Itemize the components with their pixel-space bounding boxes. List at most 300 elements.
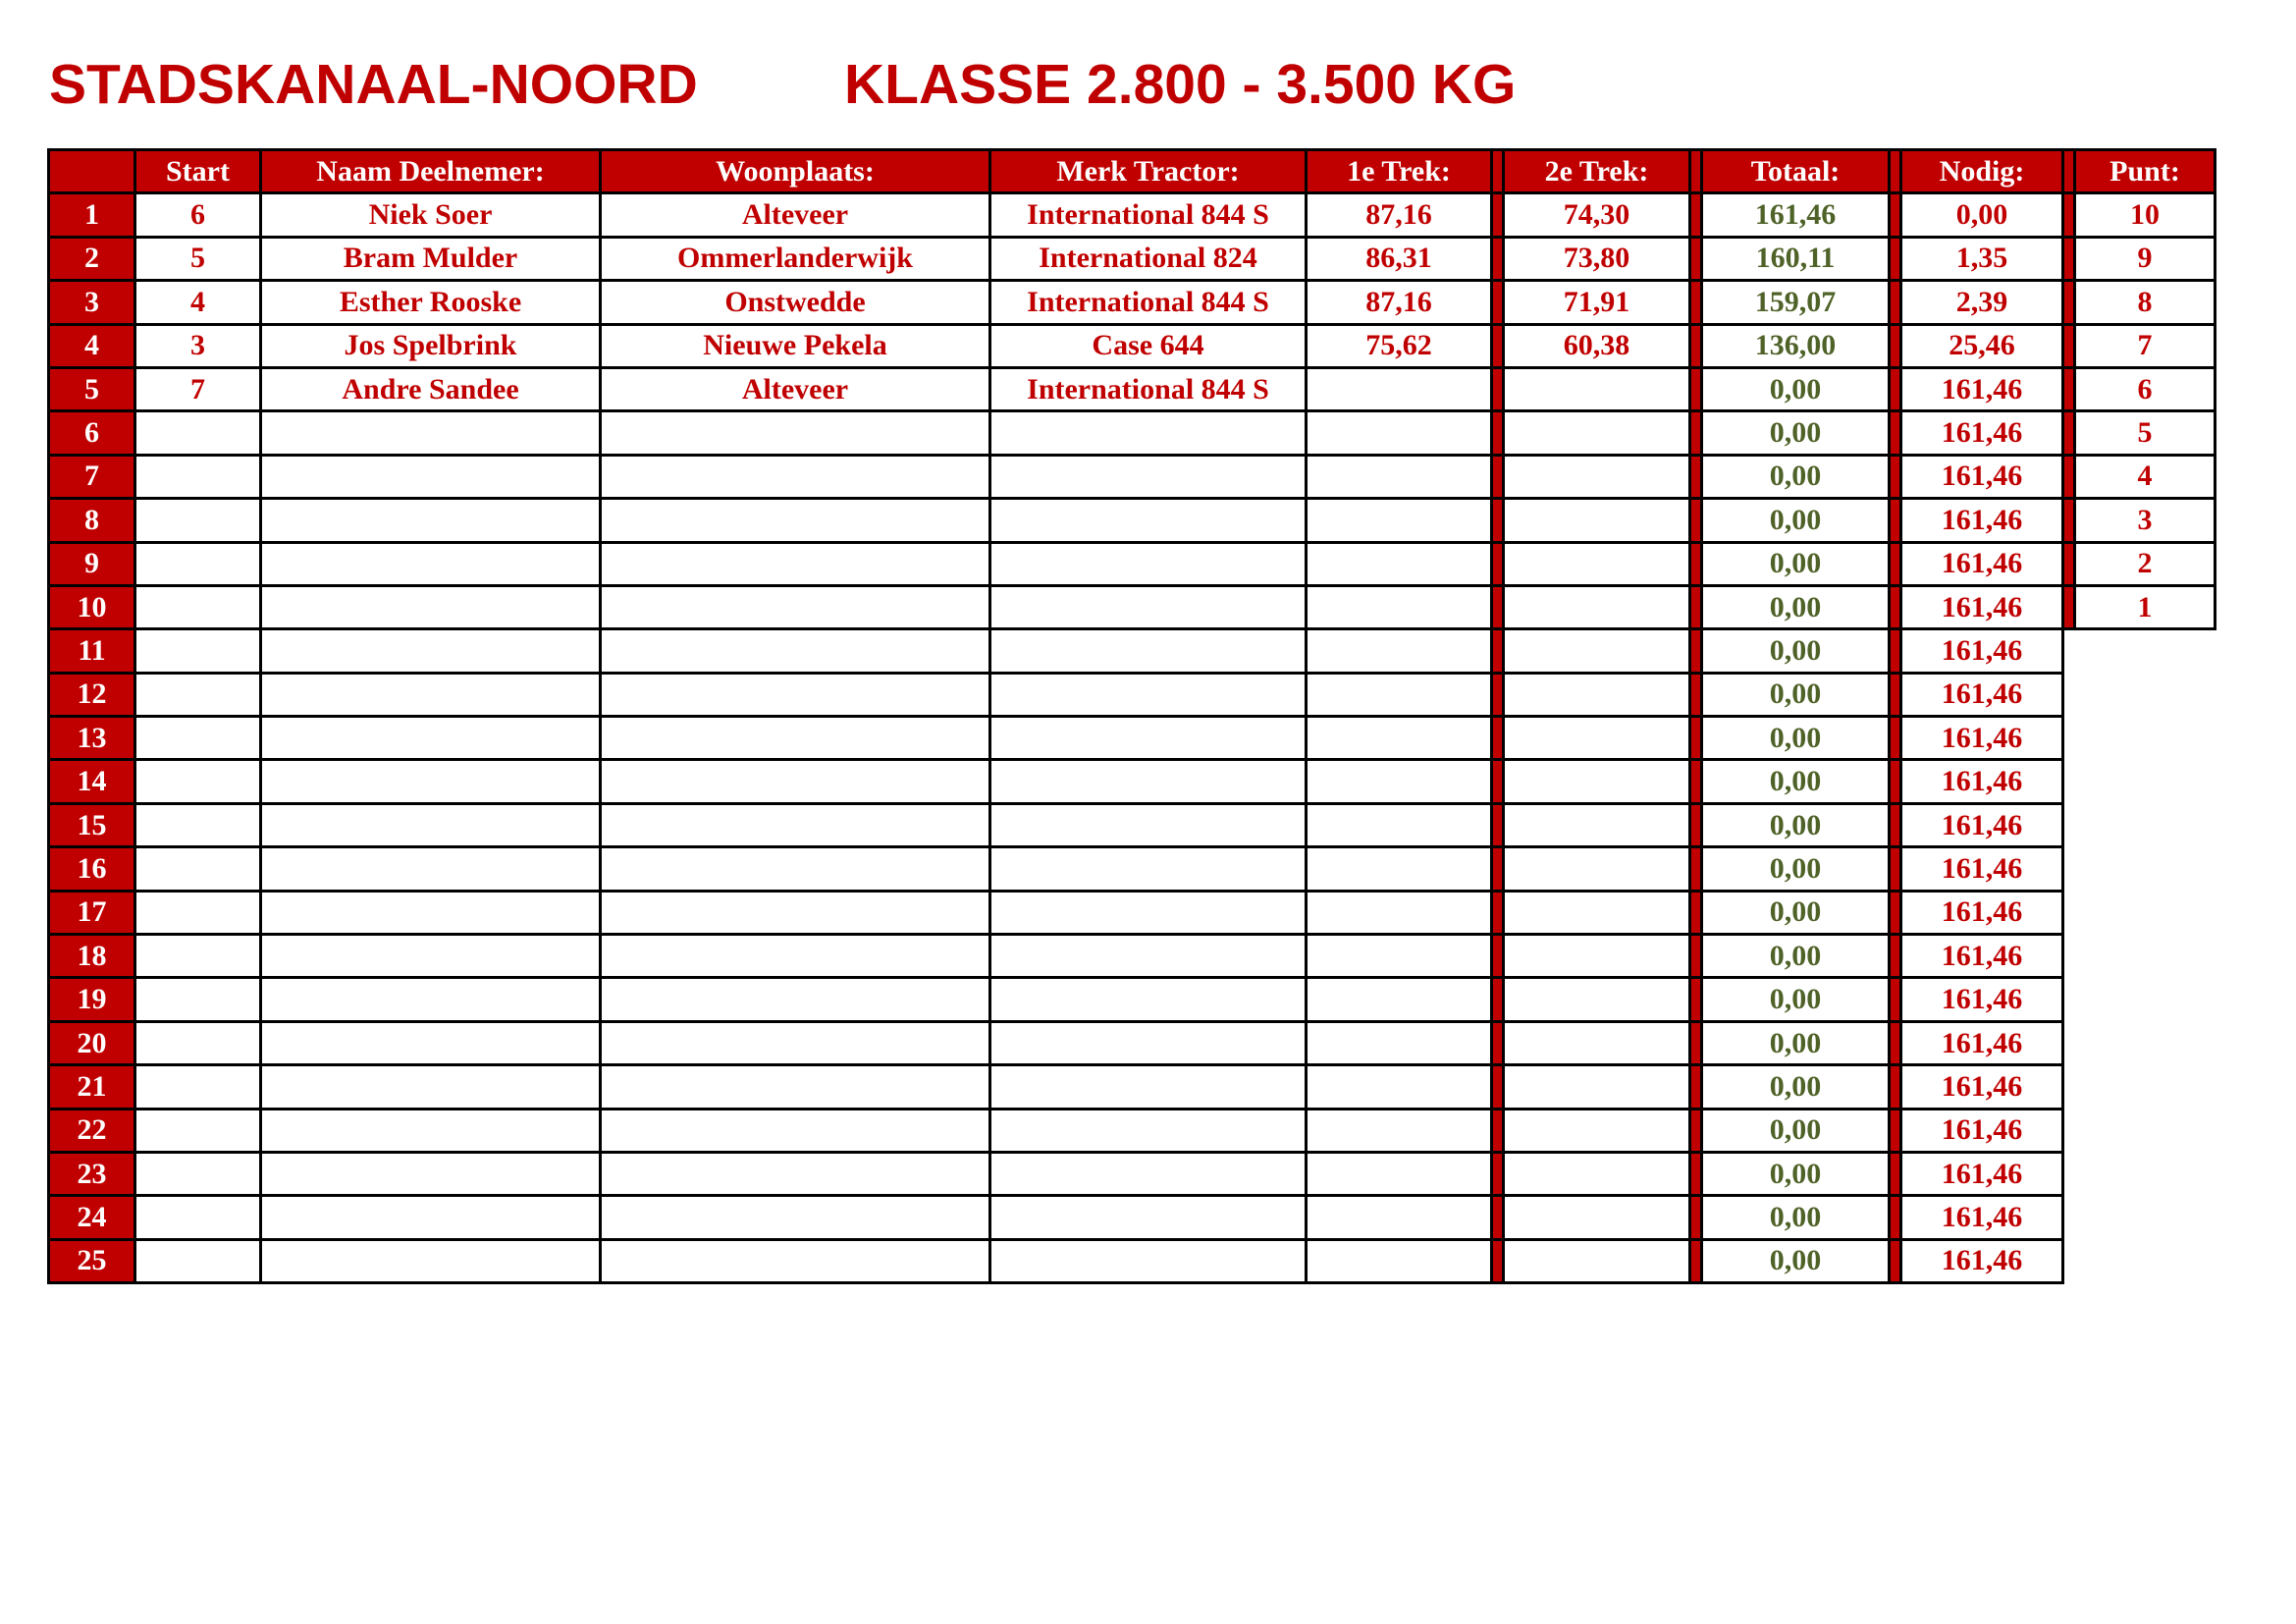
merk-cell	[990, 542, 1307, 585]
header-separator	[1690, 150, 1702, 193]
punt-cell: 1	[2075, 585, 2216, 628]
naam-cell	[261, 803, 601, 846]
column-separator	[2063, 847, 2075, 891]
rank-cell: 12	[49, 673, 135, 716]
start-cell	[135, 1065, 261, 1109]
column-separator	[1492, 193, 1504, 237]
trek1-cell	[1307, 673, 1492, 716]
nodig-cell: 161,46	[1901, 1065, 2063, 1109]
nodig-cell: 161,46	[1901, 1021, 2063, 1064]
page-title: STADSKANAAL-NOORD	[49, 53, 698, 116]
naam-cell	[261, 411, 601, 455]
column-separator	[1690, 367, 1702, 410]
header-naam: Naam Deelnemer:	[261, 150, 601, 193]
column-separator	[1690, 1109, 1702, 1152]
header-rank	[49, 150, 135, 193]
totaal-cell: 0,00	[1702, 1196, 1890, 1239]
rank-cell: 18	[49, 935, 135, 978]
trek1-cell	[1307, 803, 1492, 846]
naam-cell	[261, 935, 601, 978]
woonplaats-cell	[601, 411, 990, 455]
totaal-cell: 0,00	[1702, 1239, 1890, 1282]
column-separator	[1890, 717, 1901, 760]
naam-cell: Niek Soer	[261, 193, 601, 237]
column-separator	[2063, 1239, 2075, 1282]
rank-cell: 11	[49, 629, 135, 673]
merk-cell	[990, 760, 1307, 803]
merk-cell	[990, 499, 1307, 542]
trek2-cell: 74,30	[1504, 193, 1690, 237]
trek2-cell	[1504, 411, 1690, 455]
table-row	[49, 978, 2216, 1021]
table-row	[49, 760, 2216, 803]
punt-cell: 4	[2075, 455, 2216, 498]
column-separator	[1890, 411, 1901, 455]
column-separator	[1890, 1239, 1901, 1282]
table-row	[49, 1065, 2216, 1109]
trek2-cell	[1504, 978, 1690, 1021]
punt-cell	[2075, 1239, 2216, 1282]
trek2-cell	[1504, 760, 1690, 803]
start-cell: 3	[135, 324, 261, 367]
woonplaats-cell	[601, 891, 990, 934]
column-separator	[1492, 1021, 1504, 1064]
nodig-cell: 161,46	[1901, 455, 2063, 498]
table-row	[49, 281, 2216, 324]
trek1-cell	[1307, 1196, 1492, 1239]
totaal-cell: 0,00	[1702, 1021, 1890, 1064]
rank-cell: 25	[49, 1239, 135, 1282]
column-separator	[2063, 411, 2075, 455]
table-row	[49, 1021, 2216, 1064]
rank-cell: 23	[49, 1152, 135, 1195]
trek1-cell	[1307, 935, 1492, 978]
column-separator	[2063, 891, 2075, 934]
nodig-cell: 161,46	[1901, 1196, 2063, 1239]
punt-cell	[2075, 1152, 2216, 1195]
column-separator	[2063, 193, 2075, 237]
column-separator	[1690, 935, 1702, 978]
column-separator	[1890, 455, 1901, 498]
woonplaats-cell	[601, 847, 990, 891]
trek1-cell	[1307, 1152, 1492, 1195]
naam-cell	[261, 847, 601, 891]
column-separator	[1492, 281, 1504, 324]
rank-cell: 15	[49, 803, 135, 846]
woonplaats-cell: Ommerlanderwijk	[601, 237, 990, 280]
table-row	[49, 367, 2216, 410]
woonplaats-cell	[601, 717, 990, 760]
nodig-cell: 161,46	[1901, 935, 2063, 978]
rank-cell: 14	[49, 760, 135, 803]
column-separator	[1890, 760, 1901, 803]
column-separator	[2063, 1065, 2075, 1109]
totaal-cell: 0,00	[1702, 629, 1890, 673]
table-row	[49, 891, 2216, 934]
column-separator	[1492, 411, 1504, 455]
column-separator	[2063, 542, 2075, 585]
punt-cell: 10	[2075, 193, 2216, 237]
column-separator	[1890, 585, 1901, 628]
trek1-cell: 86,31	[1307, 237, 1492, 280]
start-cell	[135, 1152, 261, 1195]
rank-cell: 17	[49, 891, 135, 934]
column-separator	[1690, 542, 1702, 585]
column-separator	[2063, 1021, 2075, 1064]
totaal-cell: 0,00	[1702, 847, 1890, 891]
header-trek2: 2e Trek:	[1504, 150, 1690, 193]
nodig-cell: 161,46	[1901, 760, 2063, 803]
naam-cell	[261, 455, 601, 498]
column-separator	[1890, 891, 1901, 934]
table-row	[49, 1109, 2216, 1152]
nodig-cell: 1,35	[1901, 237, 2063, 280]
column-separator	[1690, 978, 1702, 1021]
totaal-cell: 0,00	[1702, 585, 1890, 628]
totaal-cell: 0,00	[1702, 411, 1890, 455]
column-separator	[1890, 673, 1901, 716]
naam-cell	[261, 542, 601, 585]
trek2-cell	[1504, 1239, 1690, 1282]
naam-cell	[261, 1152, 601, 1195]
nodig-cell: 161,46	[1901, 978, 2063, 1021]
start-cell	[135, 935, 261, 978]
rank-cell: 16	[49, 847, 135, 891]
start-cell	[135, 891, 261, 934]
start-cell	[135, 411, 261, 455]
start-cell	[135, 717, 261, 760]
punt-cell: 5	[2075, 411, 2216, 455]
column-separator	[1492, 760, 1504, 803]
trek1-cell	[1307, 1065, 1492, 1109]
column-separator	[1492, 542, 1504, 585]
column-separator	[1890, 1065, 1901, 1109]
header-nodig: Nodig:	[1901, 150, 2063, 193]
column-separator	[1690, 1152, 1702, 1195]
nodig-cell: 25,46	[1901, 324, 2063, 367]
column-separator	[1492, 935, 1504, 978]
punt-cell: 8	[2075, 281, 2216, 324]
column-separator	[1492, 455, 1504, 498]
column-separator	[1890, 803, 1901, 846]
header-totaal: Totaal:	[1702, 150, 1890, 193]
column-separator	[1890, 367, 1901, 410]
naam-cell	[261, 717, 601, 760]
woonplaats-cell	[601, 935, 990, 978]
merk-cell	[990, 1152, 1307, 1195]
woonplaats-cell	[601, 673, 990, 716]
merk-cell	[990, 1109, 1307, 1152]
column-separator	[1492, 1239, 1504, 1282]
trek1-cell	[1307, 629, 1492, 673]
totaal-cell: 159,07	[1702, 281, 1890, 324]
rank-cell: 3	[49, 281, 135, 324]
column-separator	[1690, 629, 1702, 673]
column-separator	[1690, 1065, 1702, 1109]
woonplaats-cell	[601, 499, 990, 542]
column-separator	[1492, 1152, 1504, 1195]
merk-cell	[990, 891, 1307, 934]
merk-cell	[990, 1239, 1307, 1282]
rank-cell: 24	[49, 1196, 135, 1239]
column-separator	[1890, 935, 1901, 978]
column-separator	[1492, 367, 1504, 410]
start-cell	[135, 499, 261, 542]
nodig-cell: 161,46	[1901, 673, 2063, 716]
column-separator	[1890, 1109, 1901, 1152]
column-separator	[1690, 1021, 1702, 1064]
column-separator	[1890, 542, 1901, 585]
merk-cell: International 844 S	[990, 193, 1307, 237]
merk-cell	[990, 717, 1307, 760]
start-cell	[135, 847, 261, 891]
column-separator	[1492, 1109, 1504, 1152]
woonplaats-cell	[601, 455, 990, 498]
column-separator	[2063, 673, 2075, 716]
rank-cell: 4	[49, 324, 135, 367]
column-separator	[1890, 1021, 1901, 1064]
nodig-cell: 161,46	[1901, 803, 2063, 846]
column-separator	[1690, 281, 1702, 324]
nodig-cell: 161,46	[1901, 1239, 2063, 1282]
trek1-cell	[1307, 1109, 1492, 1152]
nodig-cell: 161,46	[1901, 542, 2063, 585]
table-row	[49, 629, 2216, 673]
merk-cell	[990, 1021, 1307, 1064]
merk-cell	[990, 978, 1307, 1021]
nodig-cell: 161,46	[1901, 499, 2063, 542]
column-separator	[1890, 281, 1901, 324]
column-separator	[2063, 281, 2075, 324]
nodig-cell: 161,46	[1901, 411, 2063, 455]
column-separator	[1492, 499, 1504, 542]
rank-cell: 22	[49, 1109, 135, 1152]
naam-cell	[261, 1021, 601, 1064]
column-separator	[1492, 803, 1504, 846]
nodig-cell: 161,46	[1901, 891, 2063, 934]
column-separator	[2063, 585, 2075, 628]
trek1-cell	[1307, 499, 1492, 542]
woonplaats-cell	[601, 803, 990, 846]
column-separator	[2063, 1196, 2075, 1239]
woonplaats-cell	[601, 585, 990, 628]
column-separator	[1492, 891, 1504, 934]
naam-cell	[261, 1109, 601, 1152]
trek2-cell: 60,38	[1504, 324, 1690, 367]
table-row	[49, 411, 2216, 455]
trek1-cell	[1307, 978, 1492, 1021]
nodig-cell: 0,00	[1901, 193, 2063, 237]
naam-cell	[261, 1196, 601, 1239]
column-separator	[1690, 891, 1702, 934]
start-cell	[135, 673, 261, 716]
totaal-cell: 0,00	[1702, 673, 1890, 716]
totaal-cell: 0,00	[1702, 760, 1890, 803]
merk-cell	[990, 629, 1307, 673]
start-cell	[135, 542, 261, 585]
table-row	[49, 1152, 2216, 1195]
naam-cell	[261, 673, 601, 716]
column-separator	[1492, 629, 1504, 673]
merk-cell: International 844 S	[990, 367, 1307, 410]
woonplaats-cell	[601, 1021, 990, 1064]
column-separator	[1492, 673, 1504, 716]
column-separator	[1890, 237, 1901, 280]
column-separator	[2063, 237, 2075, 280]
table-row	[49, 455, 2216, 498]
merk-cell	[990, 455, 1307, 498]
column-separator	[1492, 978, 1504, 1021]
header-separator	[2063, 150, 2075, 193]
start-cell: 7	[135, 367, 261, 410]
punt-cell: 9	[2075, 237, 2216, 280]
naam-cell	[261, 1065, 601, 1109]
woonplaats-cell: Alteveer	[601, 193, 990, 237]
column-separator	[1890, 499, 1901, 542]
start-cell	[135, 1021, 261, 1064]
naam-cell	[261, 978, 601, 1021]
totaal-cell: 0,00	[1702, 891, 1890, 934]
column-separator	[1690, 673, 1702, 716]
column-separator	[2063, 367, 2075, 410]
punt-cell	[2075, 760, 2216, 803]
start-cell	[135, 455, 261, 498]
rank-cell: 7	[49, 455, 135, 498]
merk-cell	[990, 803, 1307, 846]
naam-cell: Bram Mulder	[261, 237, 601, 280]
table-row	[49, 193, 2216, 237]
woonplaats-cell: Nieuwe Pekela	[601, 324, 990, 367]
column-separator	[1690, 411, 1702, 455]
table-row	[49, 717, 2216, 760]
column-separator	[1492, 1196, 1504, 1239]
nodig-cell: 2,39	[1901, 281, 2063, 324]
naam-cell	[261, 629, 601, 673]
trek2-cell: 73,80	[1504, 237, 1690, 280]
rank-cell: 13	[49, 717, 135, 760]
woonplaats-cell: Alteveer	[601, 367, 990, 410]
rank-cell: 8	[49, 499, 135, 542]
punt-cell	[2075, 629, 2216, 673]
start-cell: 4	[135, 281, 261, 324]
column-separator	[1690, 499, 1702, 542]
column-separator	[1890, 193, 1901, 237]
trek2-cell: 71,91	[1504, 281, 1690, 324]
column-separator	[2063, 629, 2075, 673]
column-separator	[1492, 847, 1504, 891]
naam-cell	[261, 760, 601, 803]
column-separator	[1690, 803, 1702, 846]
start-cell	[135, 978, 261, 1021]
start-cell: 6	[135, 193, 261, 237]
column-separator	[1492, 1065, 1504, 1109]
totaal-cell: 0,00	[1702, 717, 1890, 760]
naam-cell	[261, 585, 601, 628]
trek1-cell	[1307, 585, 1492, 628]
totaal-cell: 0,00	[1702, 499, 1890, 542]
column-separator	[2063, 499, 2075, 542]
table-row	[49, 237, 2216, 280]
totaal-cell: 0,00	[1702, 455, 1890, 498]
rank-cell: 19	[49, 978, 135, 1021]
totaal-cell: 160,11	[1702, 237, 1890, 280]
column-separator	[2063, 935, 2075, 978]
woonplaats-cell	[601, 1065, 990, 1109]
header-punt: Punt:	[2075, 150, 2216, 193]
nodig-cell: 161,46	[1901, 717, 2063, 760]
naam-cell: Jos Spelbrink	[261, 324, 601, 367]
nodig-cell: 161,46	[1901, 1109, 2063, 1152]
trek1-cell	[1307, 455, 1492, 498]
column-separator	[1690, 455, 1702, 498]
column-separator	[2063, 803, 2075, 846]
table-row	[49, 585, 2216, 628]
punt-cell	[2075, 1109, 2216, 1152]
punt-cell: 7	[2075, 324, 2216, 367]
totaal-cell: 0,00	[1702, 542, 1890, 585]
nodig-cell: 161,46	[1901, 367, 2063, 410]
woonplaats-cell	[601, 978, 990, 1021]
trek1-cell	[1307, 717, 1492, 760]
column-separator	[1492, 237, 1504, 280]
trek2-cell	[1504, 499, 1690, 542]
header-separator	[1492, 150, 1504, 193]
column-separator	[1890, 978, 1901, 1021]
merk-cell	[990, 935, 1307, 978]
rank-cell: 9	[49, 542, 135, 585]
start-cell	[135, 760, 261, 803]
trek2-cell	[1504, 847, 1690, 891]
trek1-cell	[1307, 891, 1492, 934]
nodig-cell: 161,46	[1901, 847, 2063, 891]
table-row	[49, 803, 2216, 846]
woonplaats-cell	[601, 1109, 990, 1152]
start-cell	[135, 1239, 261, 1282]
column-separator	[2063, 455, 2075, 498]
start-cell	[135, 629, 261, 673]
column-separator	[1690, 193, 1702, 237]
trek1-cell	[1307, 411, 1492, 455]
results-table	[47, 148, 2216, 1284]
header-woonplaats: Woonplaats:	[601, 150, 990, 193]
woonplaats-cell	[601, 1239, 990, 1282]
column-separator	[2063, 717, 2075, 760]
start-cell	[135, 585, 261, 628]
rank-cell: 20	[49, 1021, 135, 1064]
totaal-cell: 136,00	[1702, 324, 1890, 367]
column-separator	[1690, 1239, 1702, 1282]
class-title: KLASSE 2.800 - 3.500 KG	[844, 53, 1517, 116]
punt-cell	[2075, 717, 2216, 760]
punt-cell	[2075, 891, 2216, 934]
punt-cell: 6	[2075, 367, 2216, 410]
column-separator	[1890, 1196, 1901, 1239]
punt-cell	[2075, 1065, 2216, 1109]
woonplaats-cell	[601, 1152, 990, 1195]
rank-cell: 2	[49, 237, 135, 280]
table-row	[49, 1239, 2216, 1282]
table-row	[49, 935, 2216, 978]
column-separator	[1690, 717, 1702, 760]
trek1-cell	[1307, 542, 1492, 585]
start-cell: 5	[135, 237, 261, 280]
start-cell	[135, 803, 261, 846]
merk-cell	[990, 847, 1307, 891]
column-separator	[2063, 1152, 2075, 1195]
trek1-cell	[1307, 367, 1492, 410]
punt-cell: 3	[2075, 499, 2216, 542]
rank-cell: 10	[49, 585, 135, 628]
